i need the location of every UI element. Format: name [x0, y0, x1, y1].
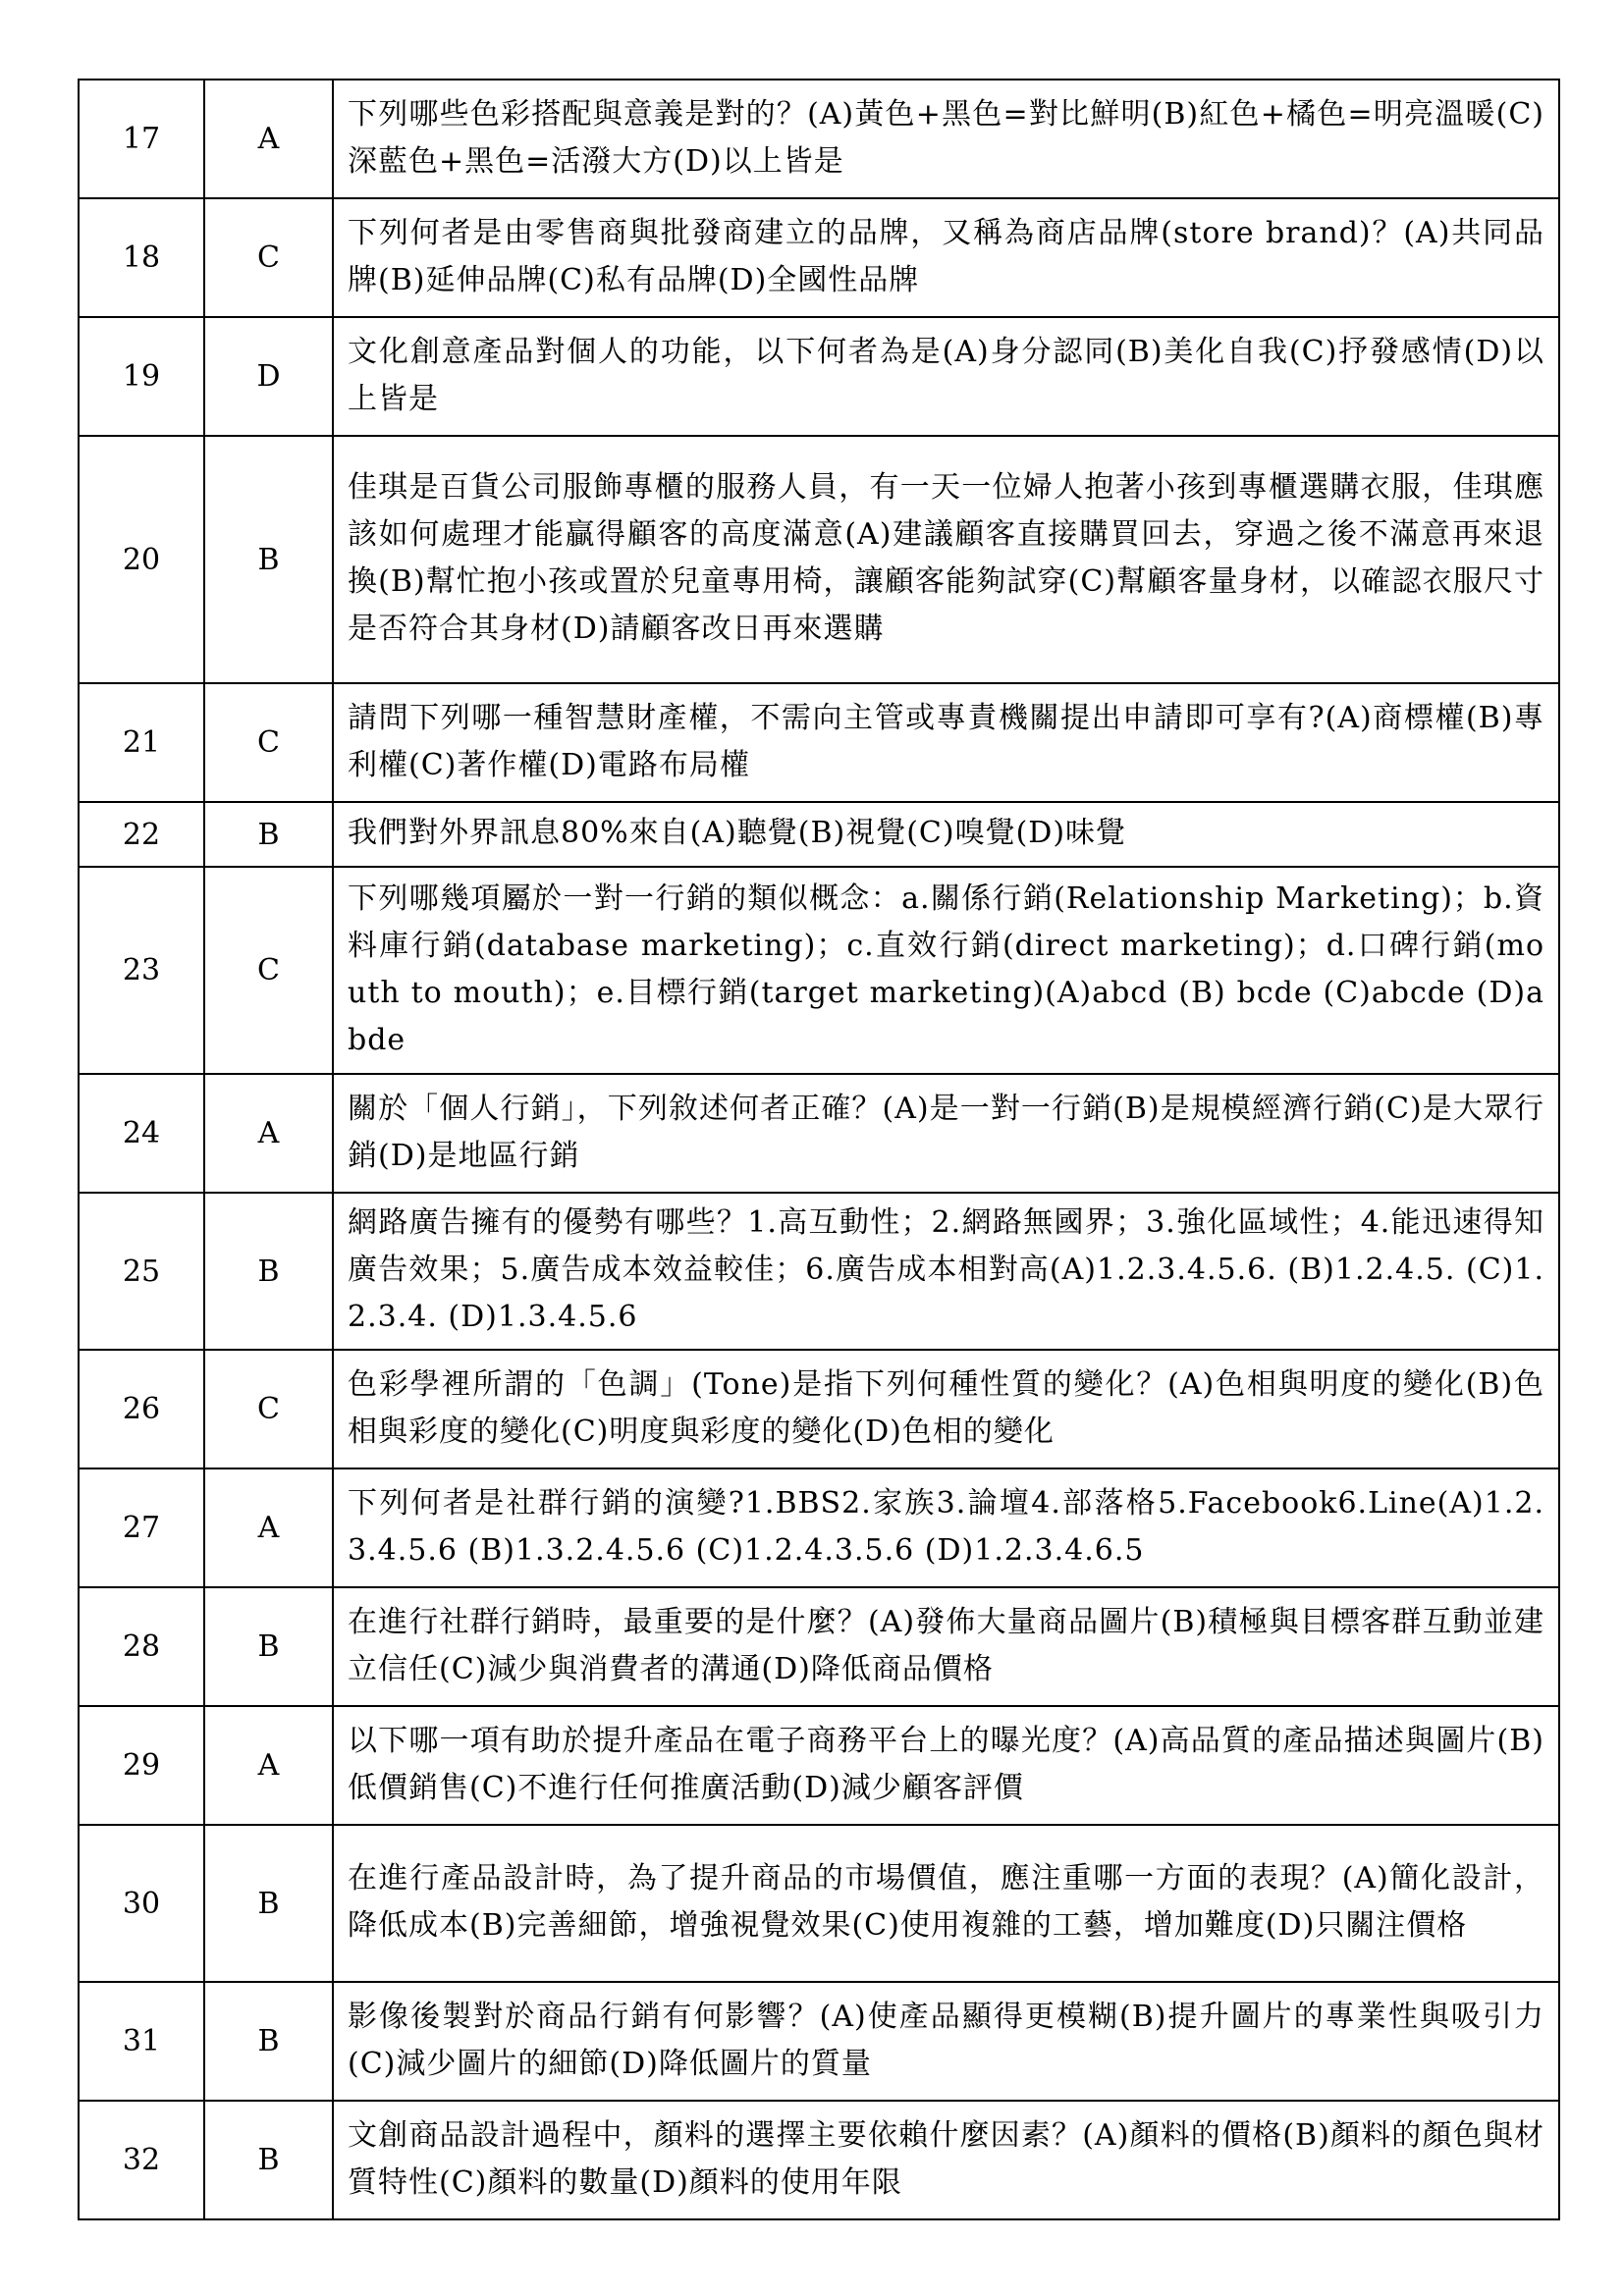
- table-row: [79, 1587, 1559, 1706]
- answer-cell: C: [204, 1350, 333, 1468]
- question-table-body: [79, 80, 1559, 2219]
- answer-cell: B: [204, 1587, 333, 1706]
- table-row: [79, 1982, 1559, 2101]
- question-text: 以下哪一項有助於提升產品在電子商務平台上的曝光度？(A)高品質的產品描述與圖片(B)低價銷售(C)不進行任何推廣活動(D)減少顧客評價: [333, 1706, 1559, 1825]
- table-row: [79, 1825, 1559, 1982]
- table-row: [79, 436, 1559, 683]
- answer-cell: A: [204, 1074, 333, 1193]
- answer-cell: A: [204, 1468, 333, 1587]
- question-number: 32: [79, 2101, 204, 2219]
- question-text: 網路廣告擁有的優勢有哪些？1.高互動性；2.網路無國界；3.強化區域性；4.能迅速得知廣告效果；5.廣告成本效益較佳；6.廣告成本相對高(A)1.2.3.4.5.6. (B)1.2.4.5. (C)1.2.3.4. (D)1.3.4.5.6: [333, 1193, 1559, 1350]
- table-row: [79, 1350, 1559, 1468]
- question-text: 關於「個人行銷」，下列敘述何者正確？(A)是一對一行銷(B)是規模經濟行銷(C)是大眾行銷(D)是地區行銷: [333, 1074, 1559, 1193]
- table-row: [79, 683, 1559, 802]
- question-text: 下列哪些色彩搭配與意義是對的？(A)黃色+黑色=對比鮮明(B)紅色+橘色=明亮溫暖(C)深藍色+黑色=活潑大方(D)以上皆是: [333, 80, 1559, 198]
- question-number: 17: [79, 80, 204, 198]
- answer-cell: B: [204, 802, 333, 867]
- answer-cell: B: [204, 1982, 333, 2101]
- table-row: [79, 198, 1559, 317]
- question-text: 色彩學裡所謂的「色調」(Tone)是指下列何種性質的變化？(A)色相與明度的變化(B)色相與彩度的變化(C)明度與彩度的變化(D)色相的變化: [333, 1350, 1559, 1468]
- question-number: 29: [79, 1706, 204, 1825]
- question-text: 影像後製對於商品行銷有何影響？(A)使產品顯得更模糊(B)提升圖片的專業性與吸引力(C)減少圖片的細節(D)降低圖片的質量: [333, 1982, 1559, 2101]
- question-text: 下列何者是社群行銷的演變?1.BBS2.家族3.論壇4.部落格5.Facebook6.Line(A)1.2.3.4.5.6 (B)1.3.2.4.5.6 (C)1.2.4.3.5.6 (D)1.2.3.4.6.5: [333, 1468, 1559, 1587]
- question-number: 20: [79, 436, 204, 683]
- question-table: [78, 79, 1560, 2220]
- table-row: [79, 1706, 1559, 1825]
- question-text: 我們對外界訊息80%來自(A)聽覺(B)視覺(C)嗅覺(D)味覺: [333, 802, 1559, 867]
- answer-cell: C: [204, 867, 333, 1074]
- question-text: 佳琪是百貨公司服飾專櫃的服務人員，有一天一位婦人抱著小孩到專櫃選購衣服，佳琪應該如何處理才能贏得顧客的高度滿意(A)建議顧客直接購買回去，穿過之後不滿意再來退換(B)幫忙抱小孩或置於兒童專用椅，讓顧客能夠試穿(C)幫顧客量身材，以確認衣服尺寸是否符合其身材(D)請顧客改日再來選購: [333, 436, 1559, 683]
- answer-cell: B: [204, 1193, 333, 1350]
- question-text: 下列何者是由零售商與批發商建立的品牌，又稱為商店品牌(store brand)？(A)共同品牌(B)延伸品牌(C)私有品牌(D)全國性品牌: [333, 198, 1559, 317]
- question-number: 31: [79, 1982, 204, 2101]
- table-row: [79, 1468, 1559, 1587]
- answer-cell: C: [204, 198, 333, 317]
- question-number: 23: [79, 867, 204, 1074]
- table-row: [79, 1074, 1559, 1193]
- question-text: 下列哪幾項屬於一對一行銷的類似概念：a.關係行銷(Relationship Marketing)；b.資料庫行銷(database marketing)；c.直效行銷(direct marketing)；d.口碑行銷(mouth to mouth)；e.目標行銷(target marketing)(A)abcd (B) bcde (C)abcde (D)abde: [333, 867, 1559, 1074]
- answer-cell: B: [204, 1825, 333, 1982]
- answer-cell: C: [204, 683, 333, 802]
- question-number: 19: [79, 317, 204, 436]
- question-text: 在進行產品設計時，為了提升商品的市場價值，應注重哪一方面的表現？(A)簡化設計，降低成本(B)完善細節，增強視覺效果(C)使用複雜的工藝，增加難度(D)只關注價格: [333, 1825, 1559, 1982]
- answer-cell: A: [204, 80, 333, 198]
- table-row: [79, 802, 1559, 867]
- question-number: 21: [79, 683, 204, 802]
- answer-cell: B: [204, 2101, 333, 2219]
- question-text: 文創商品設計過程中，顏料的選擇主要依賴什麼因素？(A)顏料的價格(B)顏料的顏色與材質特性(C)顏料的數量(D)顏料的使用年限: [333, 2101, 1559, 2219]
- table-row: [79, 2101, 1559, 2219]
- question-number: 25: [79, 1193, 204, 1350]
- question-number: 28: [79, 1587, 204, 1706]
- answer-cell: A: [204, 1706, 333, 1825]
- question-number: 26: [79, 1350, 204, 1468]
- answer-cell: B: [204, 436, 333, 683]
- table-row: [79, 80, 1559, 198]
- question-number: 18: [79, 198, 204, 317]
- table-row: [79, 1193, 1559, 1350]
- question-number: 27: [79, 1468, 204, 1587]
- question-number: 22: [79, 802, 204, 867]
- question-text: 請問下列哪一種智慧財產權，不需向主管或專責機關提出申請即可享有?(A)商標權(B)專利權(C)著作權(D)電路布局權: [333, 683, 1559, 802]
- question-number: 24: [79, 1074, 204, 1193]
- answer-cell: D: [204, 317, 333, 436]
- question-text: 文化創意產品對個人的功能，以下何者為是(A)身分認同(B)美化自我(C)抒發感情(D)以上皆是: [333, 317, 1559, 436]
- question-text: 在進行社群行銷時，最重要的是什麼？(A)發佈大量商品圖片(B)積極與目標客群互動並建立信任(C)減少與消費者的溝通(D)降低商品價格: [333, 1587, 1559, 1706]
- question-number: 30: [79, 1825, 204, 1982]
- table-row: [79, 867, 1559, 1074]
- table-row: [79, 317, 1559, 436]
